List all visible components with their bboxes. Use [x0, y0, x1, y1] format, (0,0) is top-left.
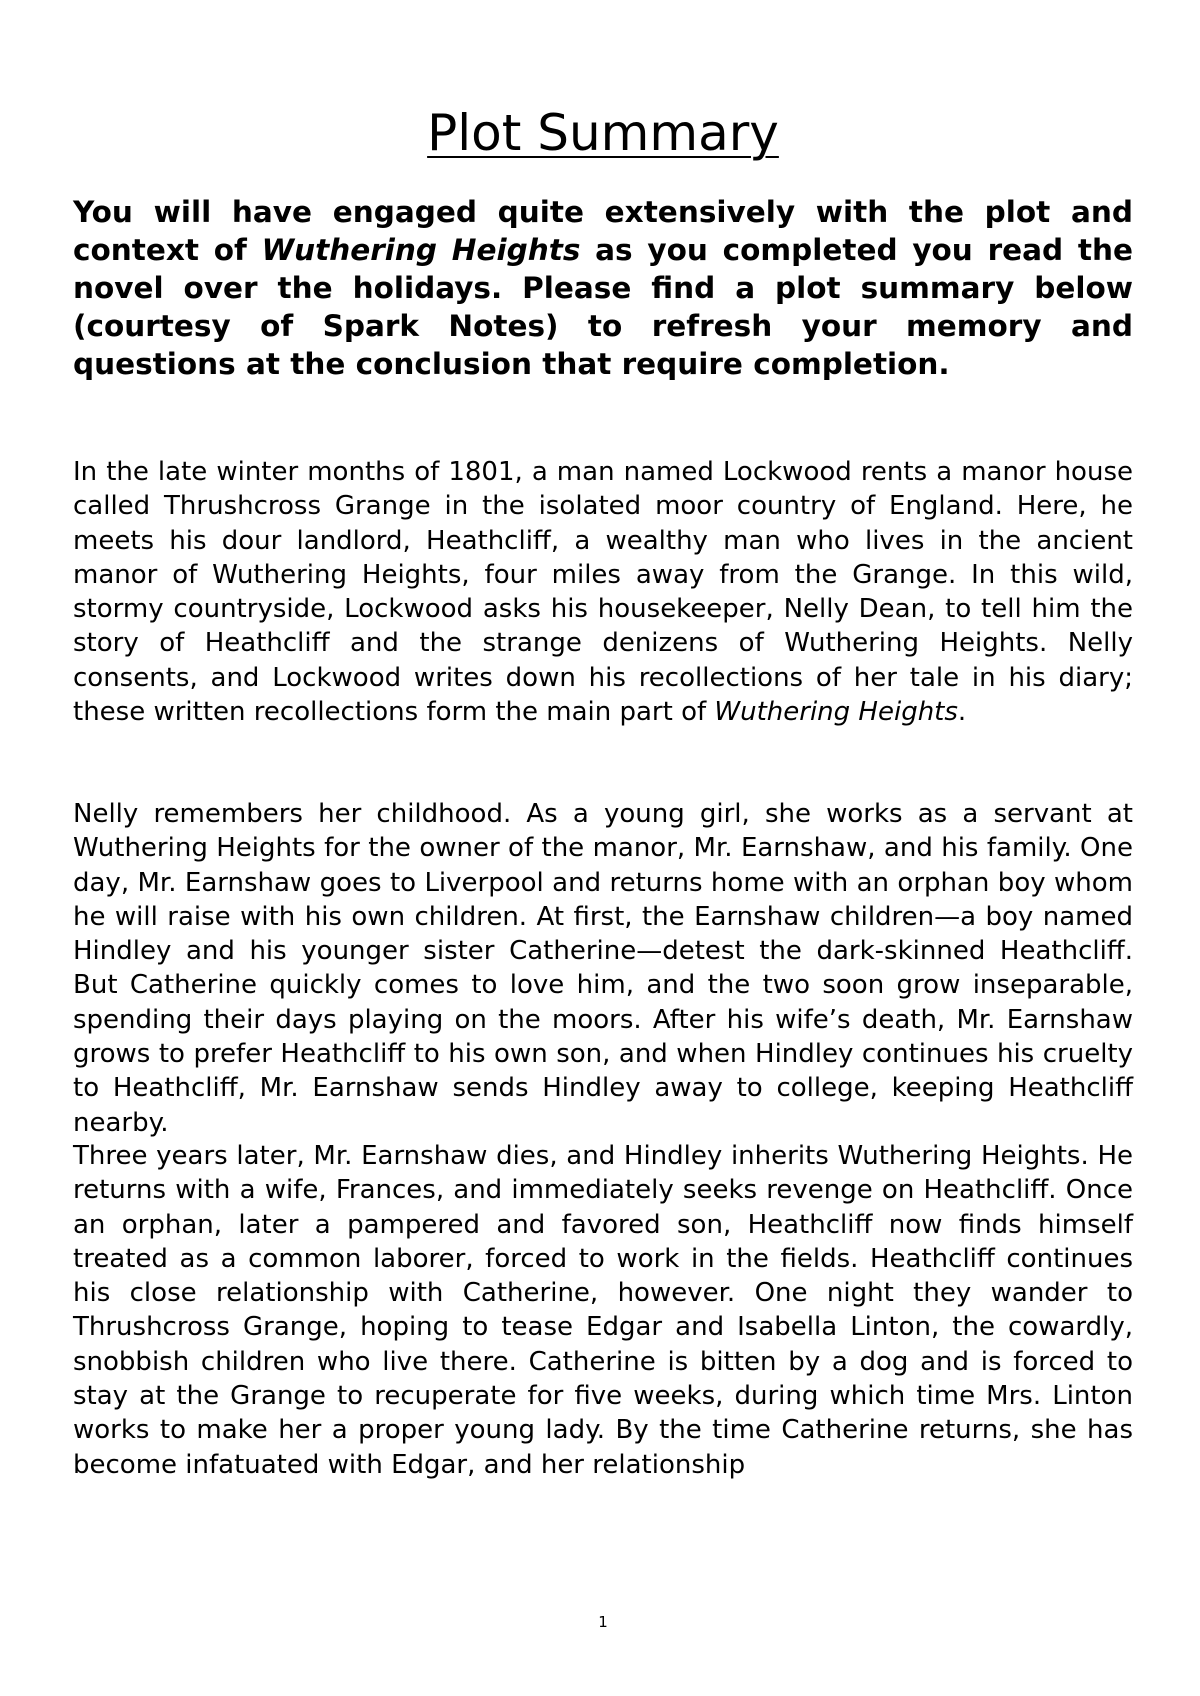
paragraph-1-text-before: In the late winter months of 1801, a man named Lockwood rents a manor house called Thrushcross Grange in the isolated moor country of England. Here, he meets his dour landlord, Heathcliff, a wealthy man who lives in the ancient manor of Wuthering Heights, four miles away from the Grange. In this wild, stormy countryside, Lockwood asks his housekeeper, Nelly Dean, to tell him the story of Heathcliff and the strange denizens of Wuthering Heights. Nelly consents, and Lockwood writes down his recollections of her tale in his diary; these written recollections form the main part of	[73, 457, 1133, 728]
body-paragraph-1	[73, 455, 1133, 729]
page-number: 1	[598, 1613, 608, 1631]
intro-italic-title: Wuthering Heights	[261, 233, 581, 267]
paragraph-1-text-after: .	[957, 697, 967, 728]
intro-text-before: You will have engaged quite extensively with the plot and context of	[73, 195, 1133, 267]
intro-paragraph	[73, 193, 1133, 383]
paragraph-1-italic-title: Wuthering Heights	[714, 697, 958, 728]
body-paragraph-2: Nelly remembers her childhood. As a young girl, she works as a servant at Wuthering Heights for the owner of the manor, Mr. Earnshaw, and his family. One day, Mr. Earnshaw goes to Liverpool and returns home with an orphan boy whom he will raise with his own children. At first, the Earnshaw children—a boy named Hindley and his younger sister Catherine—detest the dark-skinned Heathcliff. But Catherine quickly comes to love him, and the two soon grow inseparable, spending their days playing on the moors. After his wife’s death, Mr. Earnshaw grows to prefer Heathcliff to his own son, and when Hindley continues his cruelty to Heathcliff, Mr. Earnshaw sends Hindley away to college, keeping Heathcliff nearby.	[73, 799, 1133, 1138]
page-title	[73, 98, 1133, 168]
body-paragraph-3: Three years later, Mr. Earnshaw dies, and Hindley inherits Wuthering Heights. He returns with a wife, Frances, and immediately seeks revenge on Heathcliff. Once an orphan, later a pampered and favored son, Heathcliff now finds himself treated as a common laborer, forced to work in the fields. Heathcliff continues his close relationship with Catherine, however. One night they wander to Thrushcross Grange, hoping to tease Edgar and Isabella Linton, the cowardly, snobbish children who live there. Catherine is bitten by a dog and is forced to stay at the Grange to recuperate for five weeks, during which time Mrs. Linton works to make her a proper young lady. By the time Catherine returns, she has become infatuated with Edgar, and her relationship	[73, 1141, 1133, 1480]
page-title-text: Plot Summary	[427, 104, 779, 162]
document-page	[73, 0, 1133, 1696]
intro-text-after: as you completed you read the novel over the holidays. Please find a plot summary below (courtesy of Spark Notes) to refresh your memory and questions at the conclusion that require completion.	[73, 233, 1134, 381]
